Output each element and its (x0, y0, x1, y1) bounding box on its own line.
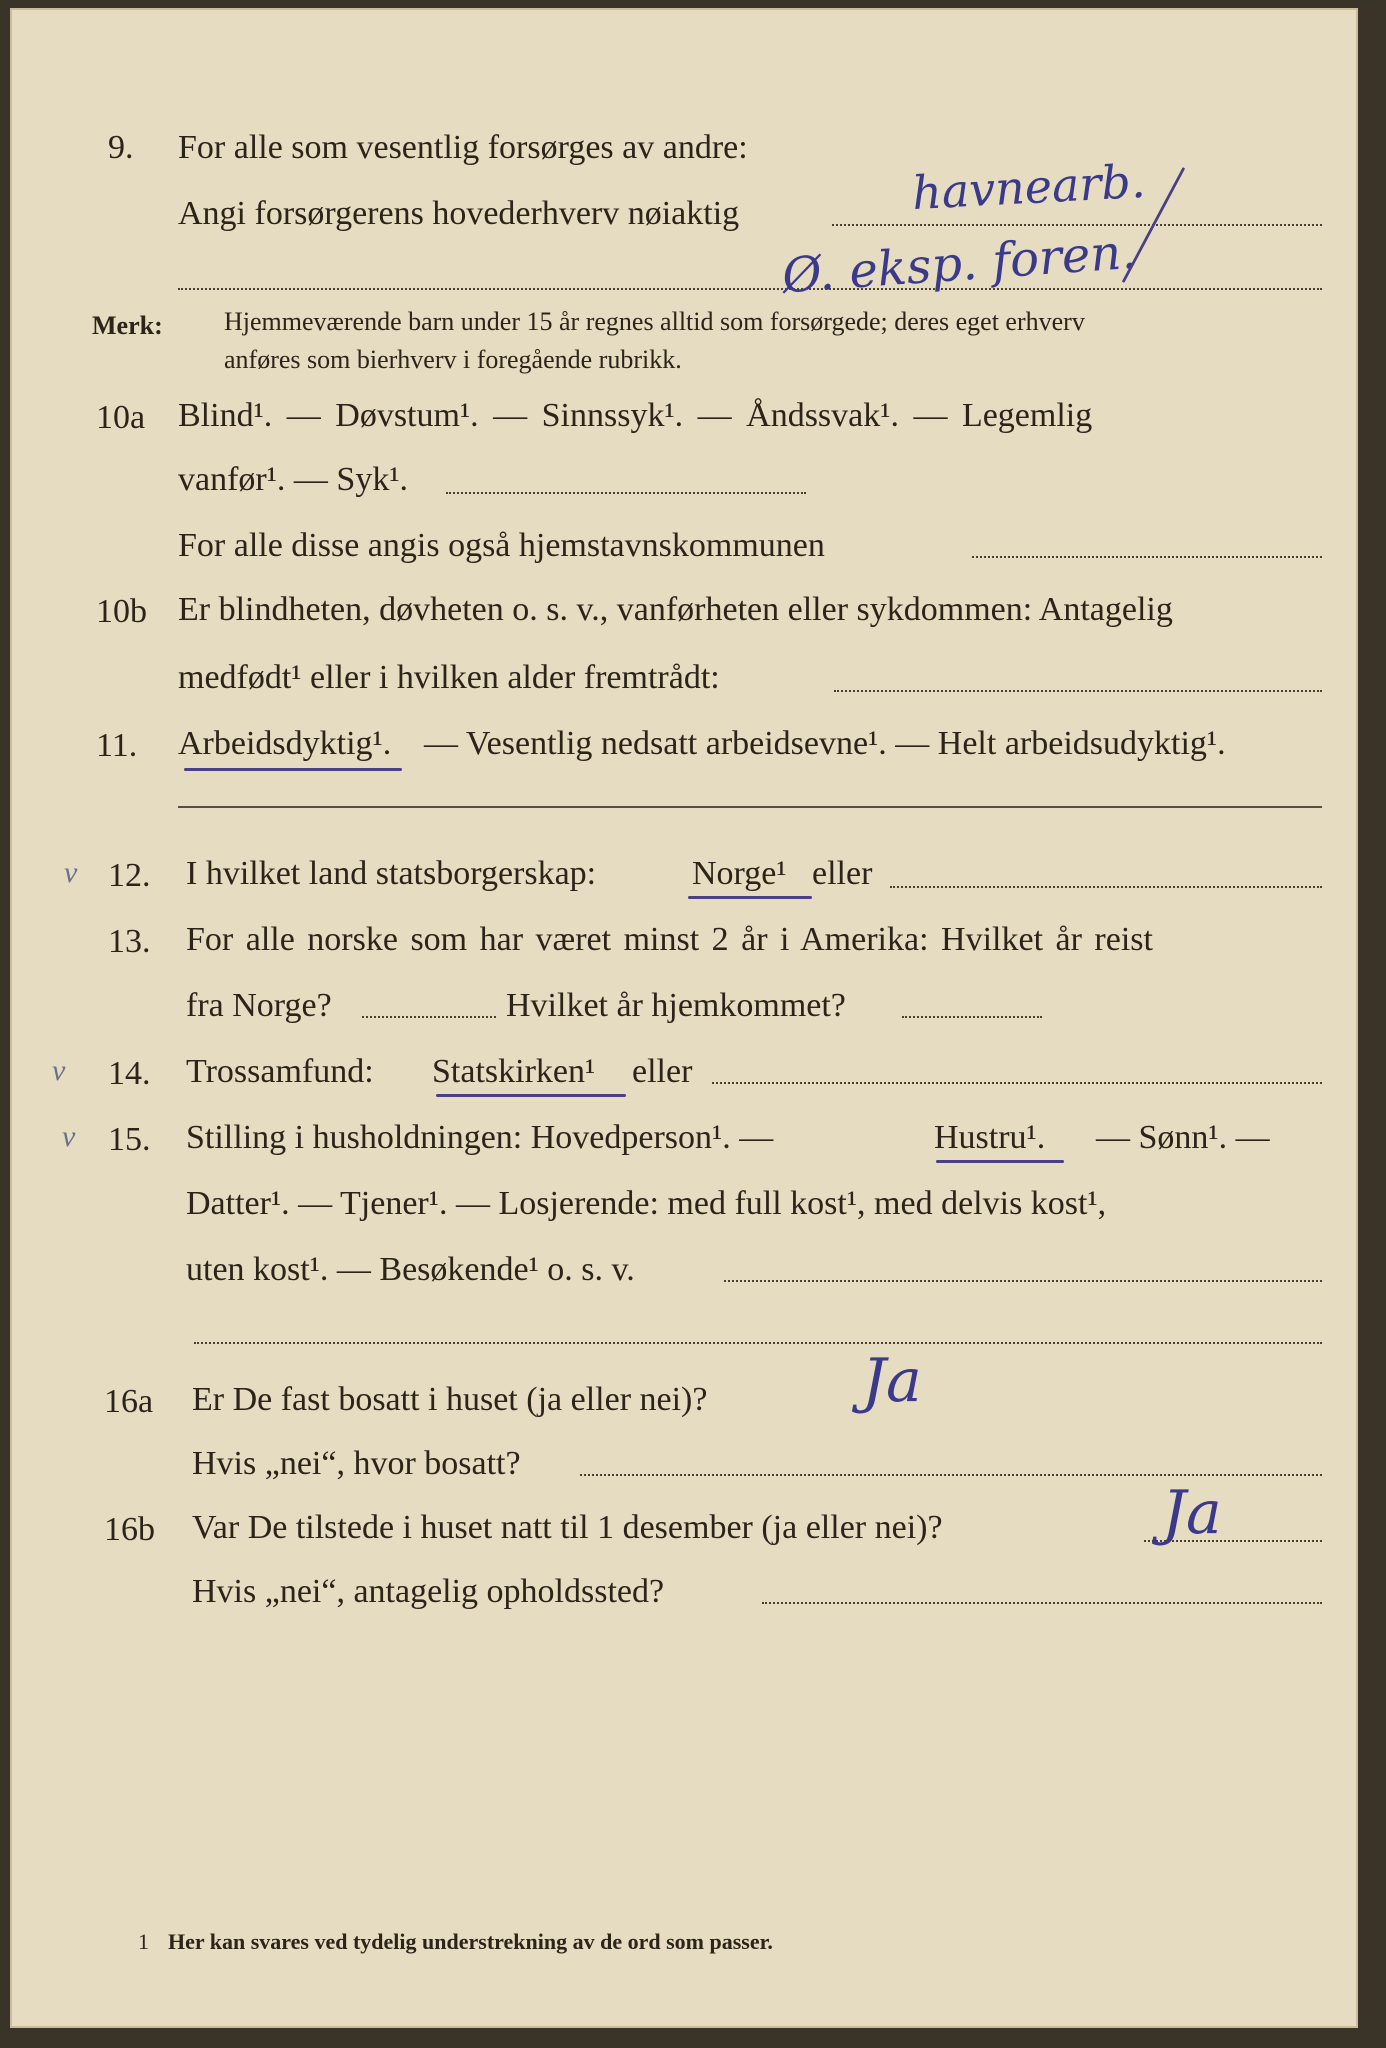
q16b-line1: Var De tilstede i huset natt til 1 desember (ja eller nei)? (192, 1509, 943, 1546)
q13-line2a: fra Norge? (186, 987, 332, 1024)
q9-handwritten-answer-1: havnearb. (910, 153, 1147, 221)
q12-number: 12. (108, 857, 151, 894)
merk-label: Merk: (92, 311, 163, 340)
q9-answer-line-2 (178, 288, 1322, 290)
q10a-line3: For alle disse angis også hjemstavnskommunen (178, 527, 825, 564)
q9-answer-line-1 (832, 224, 1322, 226)
q10b-number: 10b (96, 593, 147, 630)
q15-line2: Datter¹. — Tjener¹. — Losjerende: med full kost¹, med delvis kost¹, (186, 1185, 1107, 1222)
q9-handwritten-answer-2: Ø. eksp. foren. (780, 223, 1139, 305)
q13-reist-line (362, 1016, 496, 1018)
q14-suffix: eller (632, 1053, 693, 1090)
q15-option-hustru: Hustru¹. (934, 1119, 1046, 1156)
q15-line1c: — Sønn¹. — (1096, 1119, 1270, 1156)
q14-text: Trossamfund: (186, 1053, 374, 1090)
q11-answer-line (178, 806, 1322, 808)
q10a-number: 10a (96, 399, 146, 436)
footnote-mark: 1 (138, 1929, 149, 1954)
census-form-page (10, 8, 1358, 2028)
q16b-number: 16b (104, 1511, 155, 1548)
q12-check-mark: v (64, 856, 78, 889)
q16b-opholdssted-line (762, 1602, 1322, 1604)
q16b-handwritten-answer: Ja (1162, 1478, 1222, 1548)
q10a-answer-line (446, 492, 806, 494)
q12-answer-line (890, 886, 1322, 888)
q13-line1: For alle norske som har været minst 2 år i Amerika: Hvilket år reist (186, 921, 1153, 958)
q10b-answer-line (834, 690, 1322, 692)
q10a-line2: vanfør¹. — Syk¹. (178, 461, 409, 498)
q15-ink-underline (936, 1160, 1064, 1163)
q12-suffix: eller (812, 855, 873, 892)
q16a-handwritten-answer: Ja (862, 1346, 922, 1416)
q9-line2: Angi forsørgerens hovederhverv nøiaktig (178, 195, 740, 232)
q10b-line1: Er blindheten, døvheten o. s. v., vanførheten eller sykdommen: Antagelig (178, 591, 1173, 628)
q13-line2b: Hvilket år hjemkommet? (506, 987, 846, 1024)
merk-line1: Hjemmeværende barn under 15 år regnes alltid som forsørgede; deres eget erhverv (224, 307, 1085, 336)
q14-check-mark: v (52, 1054, 66, 1087)
q14-answer-line (712, 1082, 1322, 1084)
q15-line3: uten kost¹. — Besøkende¹ o. s. v. (186, 1251, 635, 1288)
q12-ink-underline (688, 896, 812, 899)
q14-number: 14. (108, 1055, 151, 1092)
q15-number: 15. (108, 1121, 151, 1158)
q11-option-arbeidsdyktig: Arbeidsdyktig¹. (178, 725, 392, 762)
q15-answer-line-2 (194, 1342, 1322, 1344)
footnote-text: Her kan svares ved tydelig understrekning av de ord som passer. (168, 1929, 773, 1954)
q14-ink-underline (436, 1094, 626, 1097)
q16a-line1: Er De fast bosatt i huset (ja eller nei)? (192, 1381, 708, 1418)
q9-number: 9. (108, 129, 134, 166)
q16a-line2: Hvis „nei“, hvor bosatt? (192, 1445, 521, 1482)
q16a-number: 16a (104, 1383, 154, 1420)
q13-hjemkommet-line (902, 1016, 1042, 1018)
q15-line1a: Stilling i husholdningen: Hovedperson¹. — (186, 1119, 774, 1156)
merk-line2: anføres som bierhverv i foregående rubrikk. (224, 345, 682, 374)
q15-check-mark: v (62, 1120, 76, 1153)
q11-ink-underline (184, 768, 402, 771)
q9-line1: For alle som vesentlig forsørges av andre: (178, 129, 748, 166)
q12-option-norge: Norge¹ (692, 855, 787, 892)
q11-number: 11. (96, 727, 138, 764)
q15-answer-line-1 (724, 1280, 1322, 1282)
q16b-line2: Hvis „nei“, antagelig opholdssted? (192, 1573, 665, 1610)
q13-number: 13. (108, 923, 151, 960)
q14-option-statskirken: Statskirken¹ (432, 1053, 596, 1090)
q12-text: I hvilket land statsborgerskap: (186, 855, 597, 892)
q11-rest: — Vesentlig nedsatt arbeidsevne¹. — Helt arbeidsudyktig¹. (424, 725, 1226, 762)
q10a-hjemstavn-line (972, 556, 1322, 558)
q16a-answer-line (580, 1474, 1322, 1476)
q10b-line2: medfødt¹ eller i hvilken alder fremtrådt: (178, 659, 720, 696)
q10a-line1: Blind¹. — Døvstum¹. — Sinnssyk¹. — Åndssvak¹. — Legemlig (178, 397, 1093, 434)
